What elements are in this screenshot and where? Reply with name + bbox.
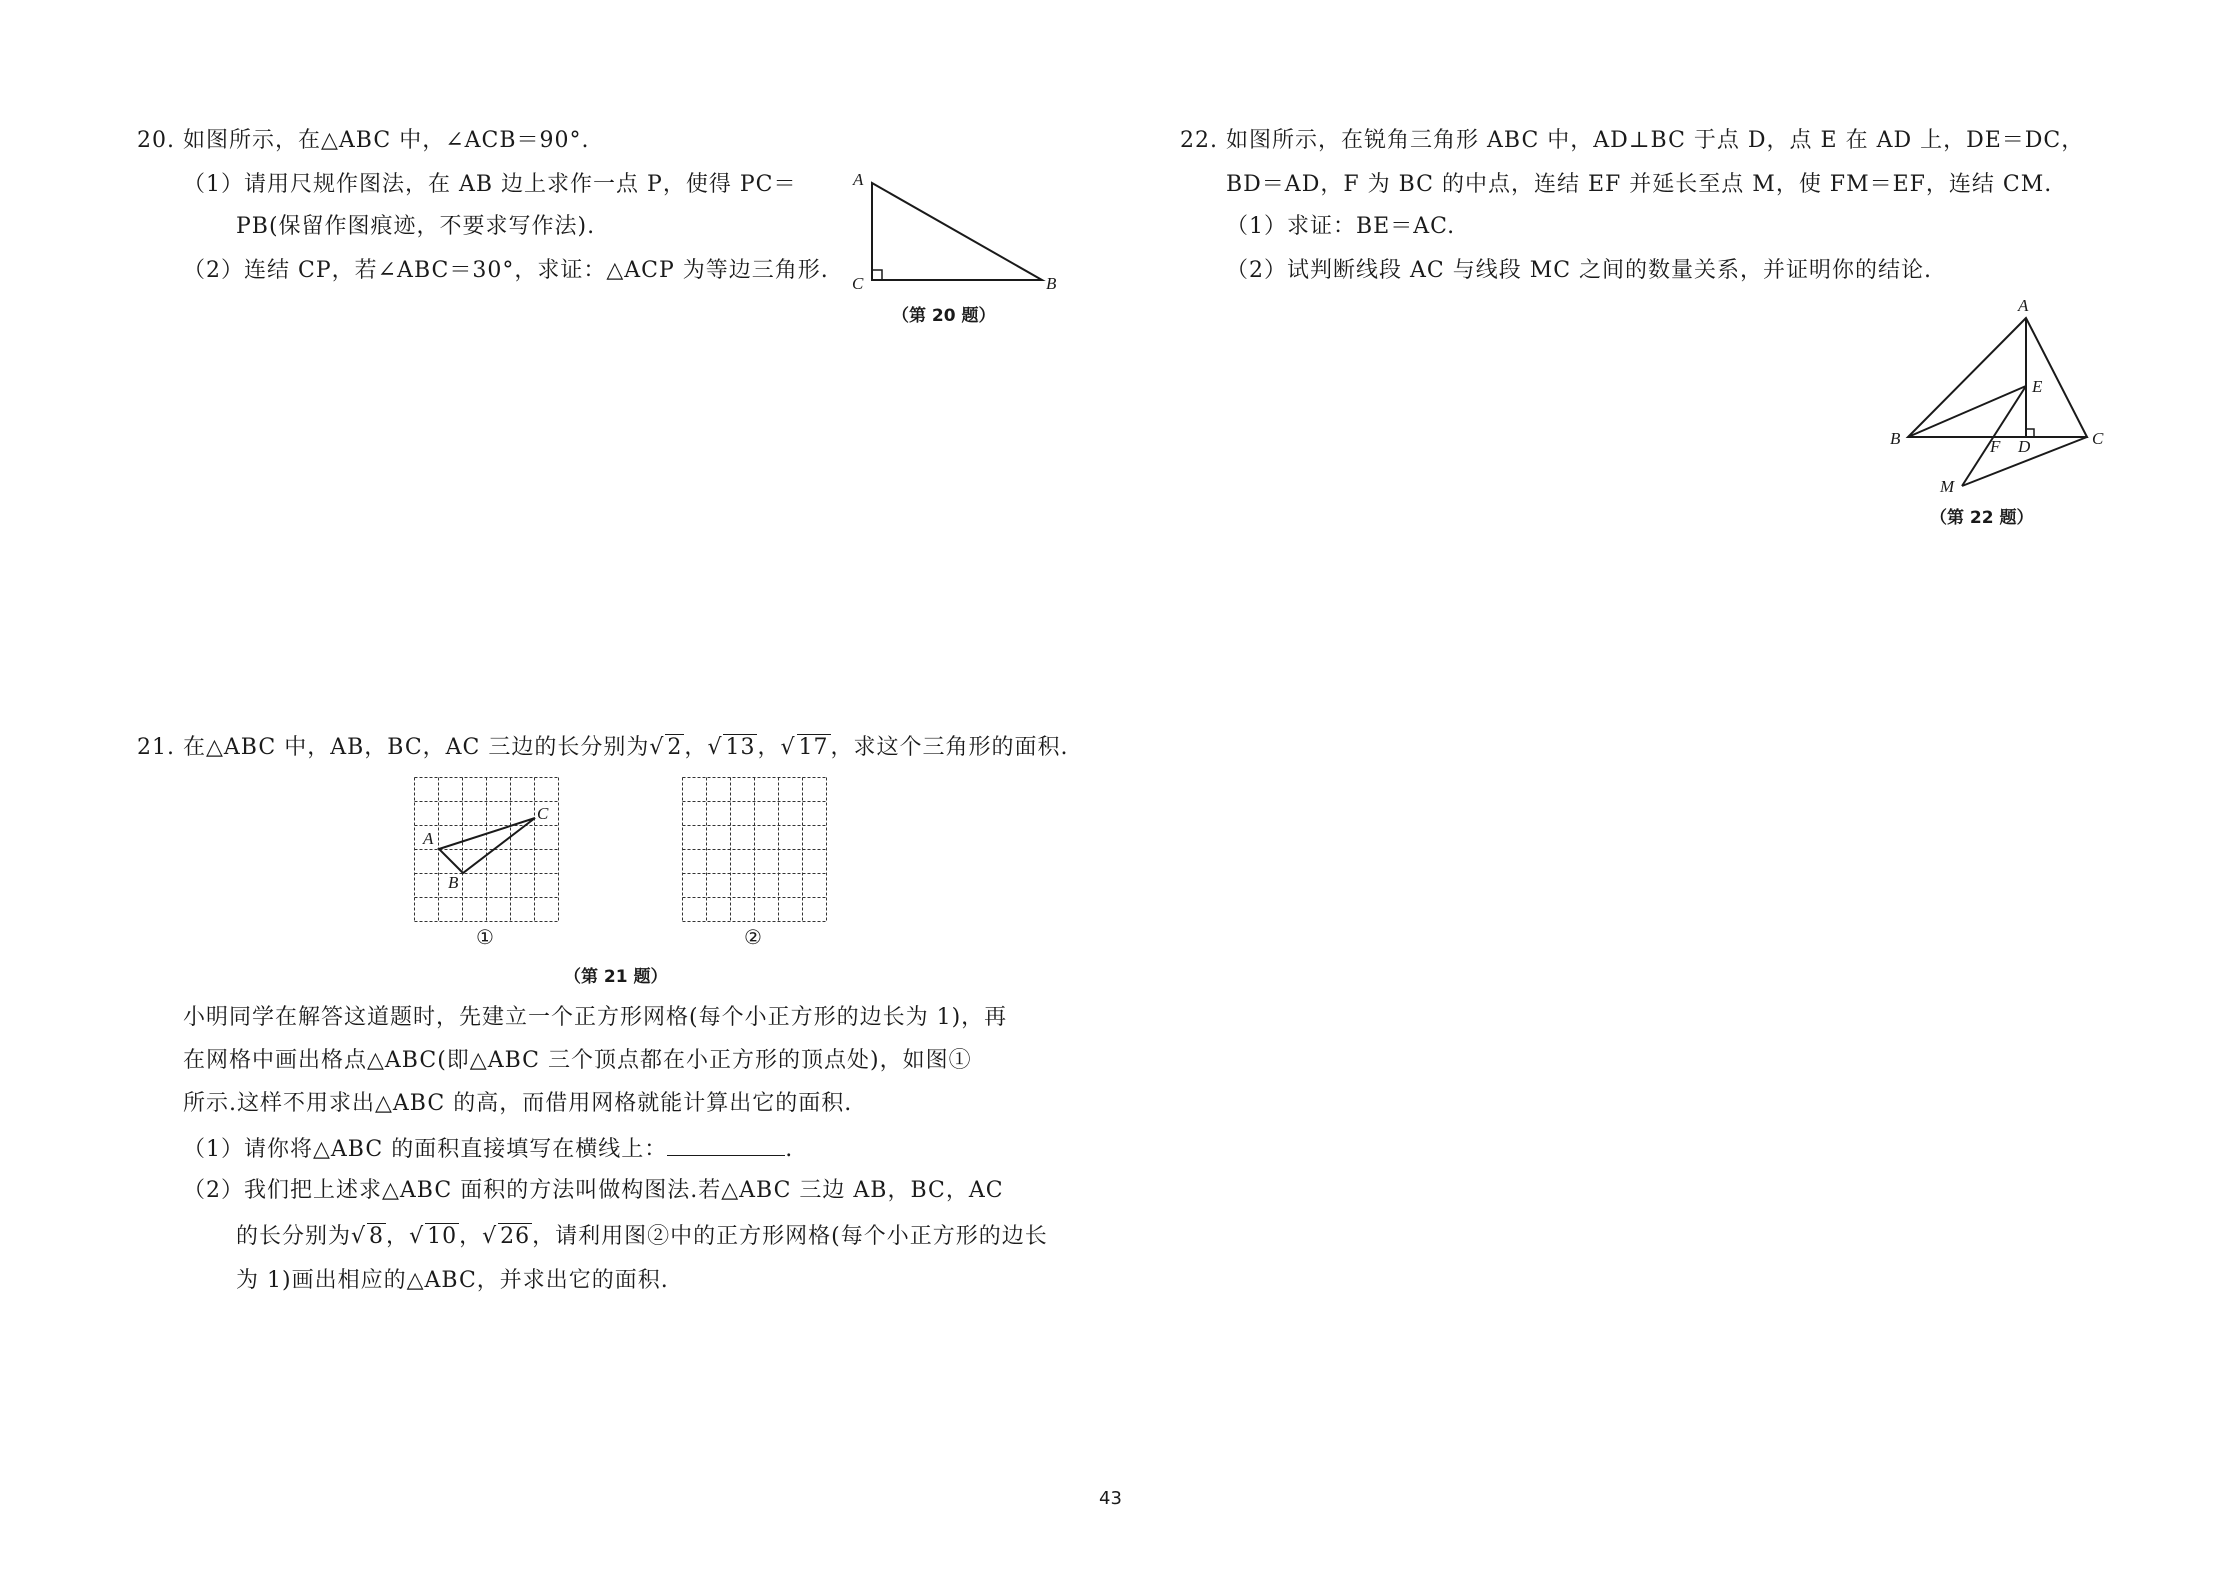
q22-part2: （2）试判断线段 AC 与线段 MC 之间的数量关系，并证明你的结论. [1226, 258, 1933, 283]
q20-stem: 如图所示，在△ABC 中，∠ACB＝90°. [183, 128, 590, 153]
q20-caption: （第 20 题） [892, 306, 996, 326]
q22-label-m: M [1940, 477, 1955, 496]
q21-label-b: B [448, 873, 459, 892]
q21-root-s1: 8 [369, 1224, 385, 1249]
q20-label-a: A [853, 170, 864, 189]
q22-triangle-abc [1908, 318, 2087, 437]
q21-stem-b: ，求这个三角形的面积. [830, 735, 1069, 760]
q21-number: 21. [137, 735, 175, 760]
q22-caption: （第 22 题） [1930, 508, 2034, 528]
q21-root-1: 2 [667, 735, 683, 760]
q21-text-line3: 所示.这样不用求出△ABC 的高，而借用网格就能计算出它的面积. [183, 1091, 853, 1116]
q22-segment-be [1908, 386, 2026, 437]
q22-number: 22. [1180, 128, 1218, 153]
q21-root-2: 13 [725, 735, 756, 760]
q21-figure-1-mark: ① [476, 925, 494, 949]
q21-root-s3: 26 [500, 1224, 531, 1249]
q22-label-d: D [2018, 437, 2031, 456]
q21-label-c: C [537, 804, 549, 823]
q20-number: 20. [137, 128, 175, 153]
q22-label-f: F [1990, 437, 2001, 456]
q21-part2-line3: 为 1)画出相应的△ABC，并求出它的面积. [236, 1268, 669, 1293]
q21-text-line2: 在网格中画出格点△ABC(即△ABC 三个顶点都在小正方形的顶点处)，如图① [183, 1048, 972, 1073]
page-number: 43 [1099, 1488, 1122, 1509]
q21-figure-2-mark: ② [744, 925, 762, 949]
q21-label-a: A [423, 829, 434, 848]
q20-label-b: B [1046, 274, 1057, 293]
q20-part2: （2）连结 CP，若∠ABC＝30°，求证：△ACP 为等边三角形. [183, 258, 829, 283]
q21-text-line1: 小明同学在解答这道题时，先建立一个正方形网格(每个小正方形的边长为 1)，再 [183, 1005, 1008, 1030]
q22-stem-line2: BD＝AD，F 为 BC 的中点，连结 EF 并延长至点 M，使 FM＝EF，连结 CM. [1226, 172, 2053, 197]
q21-caption: （第 21 题） [564, 967, 668, 987]
q21-part2-line1: （2）我们把上述求△ABC 面积的方法叫做构图法.若△ABC 三边 AB，BC，AC [183, 1178, 1004, 1203]
q22-label-e: E [2032, 377, 2043, 396]
q22-label-c: C [2092, 429, 2104, 448]
q20-part1-line1: （1）请用尺规作图法，在 AB 边上求作一点 P，使得 PC＝ [183, 172, 797, 197]
q22-label-a: A [2018, 296, 2029, 315]
q21-part2-line2: 的长分别为√ 8，√ 10，√ 26，请利用图②中的正方形网格(每个小正方形的边长 [236, 1224, 1048, 1249]
q20-label-c: C [852, 274, 864, 293]
q21-root-3: 17 [798, 735, 829, 760]
q22-stem-1: 如图所示，在锐角三角形 ABC 中，AD⊥BC 于点 D，点 E 在 AD 上，DE＝DC， [1226, 128, 2085, 153]
q21-part1: （1）请你将△ABC 的面积直接填写在横线上： . [183, 1133, 793, 1165]
q21-root-s2: 10 [427, 1224, 458, 1249]
q21-stem-line: 21. 在△ABC 中，AB，BC，AC 三边的长分别为√ 2，√ 13，√ 17，求这个三角形的面积. [137, 733, 1069, 763]
q20-part1-line2: PB(保留作图痕迹，不要求写作法). [236, 214, 596, 239]
q22-right-angle-mark [2026, 429, 2034, 437]
q22-part1: （1）求证：BE＝AC. [1226, 214, 1456, 239]
q21-stem-a: 在△ABC 中，AB，BC，AC 三边的长分别为 [183, 735, 650, 760]
q22-label-b: B [1890, 429, 1901, 448]
